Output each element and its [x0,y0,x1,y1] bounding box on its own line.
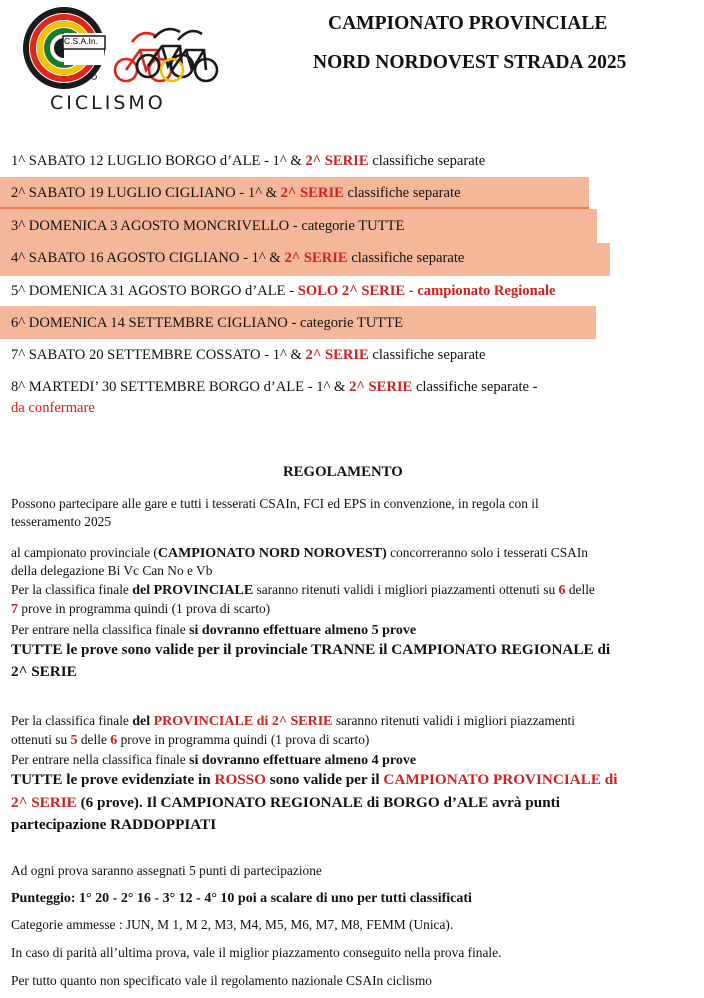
reg-line [11,711,575,732]
reg-text: Per la classifica finale [11,713,133,728]
reg-line: della delegazione Bi Vc Can No e Vb [11,563,213,578]
reg-text: delle [565,582,595,597]
schedule-row-text: 6^ DOMENICA 14 SETTEMBRE CIGLIANO - categorie TUTTE [11,315,404,331]
schedule-row-8 [11,379,538,396]
reg-text: delle [77,732,111,747]
schedule-row-text: 4^ SABATO 16 AGOSTO CIGLIANO - 1^ & [11,250,285,266]
reg-line [11,730,369,751]
reg-text-bold: del [132,714,154,729]
schedule-row-tail: classifiche separate [347,250,465,266]
reg-text: Per entrare nella classifica finale [11,622,190,637]
reg-text-red: 2^ SERIE [11,794,77,811]
schedule-row-series: 2^ SERIE [305,347,369,363]
reg-text: Per la classifica finale [11,582,133,597]
schedule-row-text: 1^ SABATO 12 LUGLIO BORGO d’ALE - 1^ & [11,153,306,169]
schedule-row-text: 3^ DOMENICA 3 AGOSTO MONCRIVELLO - categorie TUTTE [11,218,405,234]
reg-text-red: ROSSO [214,771,266,788]
reg-scoring-line: Punteggio: 1° 20 - 2° 16 - 3° 12 - 4° 10 poi a scalare di uno per tutti classificati [11,891,472,906]
reg-text-red: CAMPIONATO PROVINCIALE di [383,771,618,788]
schedule-row-text: 7^ SABATO 20 SETTEMBRE COSSATO - 1^ & [11,347,306,363]
schedule-row-series: 2^ SERIE [284,250,348,266]
reg-text: prove in programma quindi (1 prova di scarto) [18,601,271,616]
schedule-row-5 [11,283,556,300]
reg-text-bold: sono valide per il [265,771,384,788]
reg-text-bold: si dovranno effettuare almeno 4 prove [189,753,417,768]
schedule-row-3 [11,218,404,235]
reg-text: saranno ritenuti validi i migliori piazzamenti [332,713,575,728]
reg-text-bold: del PROVINCIALE [132,583,254,598]
reg-line [11,580,595,601]
schedule-row-tail: classifiche separate [368,153,486,169]
schedule-row-7 [11,347,485,364]
reg-line: Categorie ammesse : JUN, M 1, M 2, M3, M4, M5, M6, M7, M8, FEMM (Unica). [11,917,454,932]
reg-paragraph: Possono partecipare alle gare e tutti i tesserati CSAIn, FCI ed EPS in convenzione, in regola con il [11,496,539,511]
reg-text-bold: TUTTE le prove evidenziate in [11,771,215,788]
reg-bold-line: TUTTE le prove sono valide per il provinciale TRANNE il CAMPIONATO REGIONALE di [11,641,611,658]
schedule-row-text: 8^ MARTEDI’ 30 SETTEMBRE BORGO d’ALE - 1^ & [11,379,350,395]
logo-wordmark: CICLISMO [50,92,166,114]
reg-text-red: PROVINCIALE di 2^ SERIE [153,714,333,729]
reg-line [11,750,416,771]
schedule-row-tail: classifiche separate - [412,379,538,395]
reg-bold-line [11,769,617,790]
schedule-row-series: 2^ SERIE [349,379,413,395]
schedule-row-text: 2^ SABATO 19 LUGLIO CIGLIANO - 1^ & [11,185,281,201]
schedule-row-1 [11,153,485,170]
reg-line: Ad ogni prova saranno assegnati 5 punti di partecipazione [11,863,322,878]
reg-text-bold: CAMPIONATO NORD NOROVEST) [157,546,387,561]
reg-text: concorreranno solo i tesserati CSAIn [386,545,588,560]
reg-text: al campionato provinciale ( [11,545,158,560]
regolamento-heading: REGOLAMENTO [283,464,403,480]
schedule-row-series: SOLO 2^ SERIE - campionato Regionale [297,283,556,299]
schedule-row-6 [11,315,403,332]
reg-text: saranno ritenuti validi i migliori piazzamenti ottenuti su [253,582,559,597]
reg-bold-line: 2^ SERIE [11,663,77,680]
reg-text: ottenuti su [11,732,71,747]
schedule-note: da confermare [11,400,95,416]
schedule-row-2 [11,185,461,202]
schedule-row-series: 2^ SERIE [280,185,344,201]
reg-text-bold: (6 prove). Il CAMPIONATO REGIONALE di BORGO d’ALE avrà punti [76,794,560,811]
schedule-row-tail: classifiche separate [368,347,486,363]
reg-text-red: 7 [11,602,18,617]
reg-line: Per tutto quanto non specificato vale il regolamento nazionale CSAIn ciclismo [11,973,432,988]
reg-text: Per entrare nella classifica finale [11,752,190,767]
reg-paragraph: tesseramento 2025 [11,514,112,529]
reg-text: prove in programma quindi (1 prova di scarto) [117,732,370,747]
reg-text-red: 6 [558,583,566,598]
reg-bold-line: partecipazione RADDOPPIATI [11,816,217,833]
reg-line [11,599,270,620]
reg-line [11,620,416,641]
page-title-line2: NORD NORDOVEST STRADA 2025 [313,52,627,73]
reg-text-bold: si dovranno effettuare almeno 5 prove [189,623,417,638]
schedule-row-series: 2^ SERIE [305,153,369,169]
page-title-line1: CAMPIONATO PROVINCIALE [328,13,608,34]
schedule-row-tail: classifiche separate [343,185,461,201]
logo-badge-text: C.S.A.In. [64,36,99,46]
reg-text-red: 5 [70,733,78,748]
reg-bold-line [11,792,560,813]
reg-line: In caso di parità all’ultima prova, vale il miglior piazzamento conseguito nella prova finale. [11,945,502,960]
reg-text-red: 6 [110,733,118,748]
schedule-row-text: 5^ DOMENICA 31 AGOSTO BORGO d’ALE - [11,283,298,299]
schedule-row-4 [11,250,464,267]
